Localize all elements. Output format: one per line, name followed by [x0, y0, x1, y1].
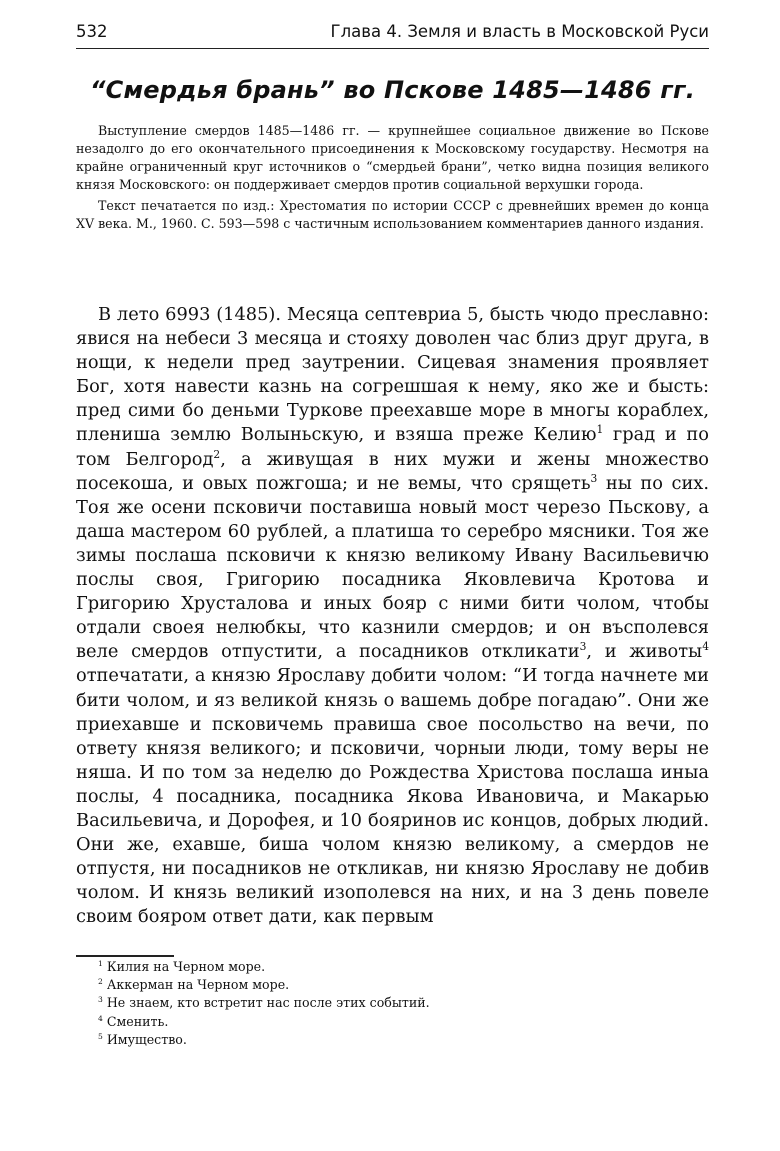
- footnote-item: [98, 1031, 698, 1049]
- footnote-number: 3: [98, 995, 103, 1005]
- text-run: ны по сих. Тоя же осени псковичи поставиша новый мост черезо Пьскову, а даша мастером 60 рублей, а платиша то серебро мясники. Тоя же зимы послаша псковичи к князю великому Ивану Васильевичю послы своя, Григорию посадника Яковлевича Кротова и Григорию Хрусталова и иных бояр с ними бити чолом, чтобы отдали своея нелюбкы, что казнили смердов; и он въсполевся веле смердов отпустити, а посадников откликати: [76, 472, 709, 663]
- running-title: Глава 4. Земля и власть в Московской Руси: [330, 22, 709, 41]
- chronicle-paragraph: [76, 303, 709, 929]
- source-note: Текст печатается по изд.: Хрестоматия по истории СССР с древнейших времен до конца XV века. М., 1960. С. 593—598 с частичным использованием комментариев данного издания.: [76, 198, 709, 231]
- footnote-text: Имущество.: [106, 1031, 187, 1047]
- footnotes: [98, 958, 698, 1049]
- page-number: 532: [76, 22, 108, 41]
- footnote-number: 1: [98, 958, 103, 968]
- footnote-number: 5: [98, 1031, 103, 1041]
- section-title: “Смердья брань” во Пскове 1485—1486 гг.: [89, 76, 696, 104]
- footnote-text: Не знаем, кто встретит нас после этих событий.: [106, 995, 430, 1011]
- text-run: град и по том Белгород: [76, 424, 709, 470]
- text-run: , и животы: [586, 641, 703, 663]
- footnote-item: [98, 994, 698, 1012]
- intro-block: [76, 122, 709, 233]
- running-header: [76, 18, 709, 49]
- footnote-text: Сменить.: [106, 1013, 169, 1029]
- footnote-ref[interactable]: 3: [590, 471, 598, 485]
- footnote-ref[interactable]: 1: [596, 423, 604, 437]
- footnote-ref[interactable]: 4: [702, 640, 709, 654]
- footnote-divider: [76, 955, 174, 957]
- footnote-number: 2: [98, 977, 103, 987]
- intro-paragraph: Выступление смердов 1485—1486 гг. — крупнейшее социальное движение во Пскове незадолго до его окончательного присоединения к Московскому государству. Несмотря на крайне ограниченный круг источников о “смердьей брани”, четко видна позиция великого князя Московского: он поддерживает смердов против социальной верхушки города.: [76, 123, 709, 192]
- text-run: , а живущая в них мужи и жены множество посекоша, и овых пожгоша; и не вемы, что срящеть: [76, 448, 710, 494]
- footnote-item: [98, 976, 698, 994]
- footnote-item: [98, 958, 698, 976]
- footnote-ref[interactable]: 3: [579, 640, 587, 654]
- footnote-text: Килия на Черном море.: [106, 959, 266, 974]
- footnote-number: 4: [98, 1013, 103, 1023]
- footnote-ref[interactable]: 2: [213, 447, 221, 461]
- text-run: В лето 6993 (1485). Месяца септевриа 5, бысть чюдо преславно: явися на небеси 3 месяца и стояху доволен час близ друг друга, в нощи, к недели пред заутрении. Сицевая знамения проявляет Бог, хотя навести казнь на согрешшая к нему, яко же и бысть: пред сими бо деньми Туркове преехавше море в многы кораблех, плениша землю Волыньскую, и взяша преже Келию: [76, 304, 709, 446]
- chronicle-text: [76, 303, 709, 929]
- footnote-text: Аккерман на Черном море.: [106, 977, 290, 993]
- footnote-item: [98, 1013, 698, 1031]
- text-run: отпечатати, а князю Ярославу добити чолом: “И тогда начнете ми бити чолом, и яз великой князь о вашемь добре погадаю”. Они же приехавше и псковичемь правиша свое посольство на вечи, по ответу князя великого; и псковичи, чорныи люди, тому веры не няша. И по том за неделю до Рождества Христова послаша иныа послы, 4 посадника, посадника Якова Ивановича, и Макарью Васильевича, и Дорофея, и 10 бояринов ис концов, добрых людий. Они же, ехавше, биша чолом князю великому, а смердов не отпустя, ни посадников не откликав, ни князю Ярославу не добив чолом. И князь великий изополевся на них, и на 3 день повеле своим бояром ответ дати, как первым: [76, 665, 709, 928]
